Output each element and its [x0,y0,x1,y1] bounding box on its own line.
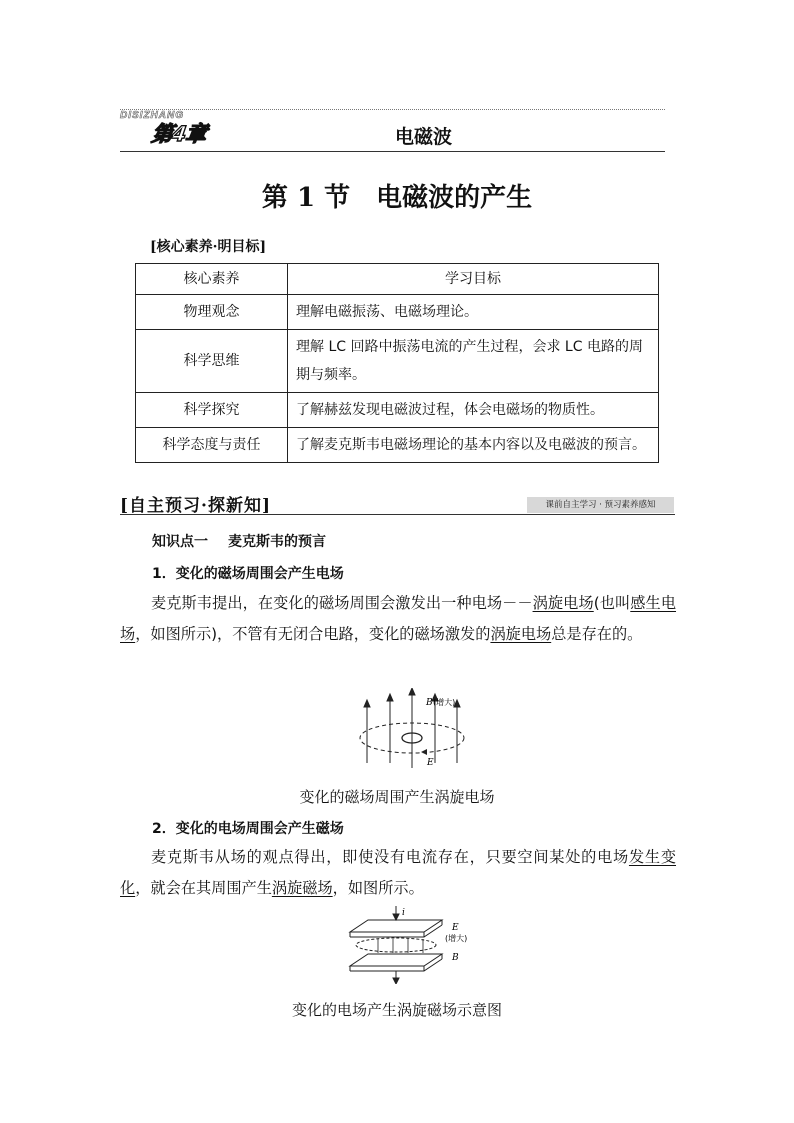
figure-label-increase: (增大) [433,698,456,707]
chapter-number: 第4章 [150,122,208,146]
text-run: 麦克斯韦提出，在变化的磁场周围会激发出一种电场－－ [151,594,533,612]
section-name: 电磁波的产生 [376,183,533,213]
underlined-term: 涡旋电场 [490,625,552,643]
text-run: ，如图所示。 [332,879,424,897]
table-header-literacy: 核心素养 [136,264,288,295]
preview-banner-title: [自主预习·探新知] [120,496,272,516]
goal-cell: 了解赫兹发现电磁波过程，体会电磁场的物质性。 [288,393,659,428]
electric-field-figure [348,906,480,984]
literacy-cell: 科学思维 [136,330,288,393]
chapter-en-label: DISIZHANG [120,110,184,121]
core-literacy-table [135,263,659,463]
table-row [136,295,659,330]
figure-label-b: B [452,953,459,963]
table-row [136,393,659,428]
knowledge-point-title: 麦克斯韦的预言 [228,534,326,550]
figure-label-e: E [452,923,459,933]
subsection-2-paragraph [120,842,676,904]
table-row [136,330,659,393]
magnetic-field-figure [355,688,465,773]
text-run: (也叫 [593,594,631,612]
knowledge-point-label: 知识点一 [152,534,208,550]
figure-label-e: E [427,758,434,768]
text-run: 总是存在的。 [551,625,643,643]
text-run: ，就会在其周围产生 [135,879,272,897]
banner-rule [120,514,675,515]
knowledge-point-heading [152,531,326,551]
table-header-goal: 学习目标 [288,264,659,295]
literacy-cell: 物理观念 [136,295,288,330]
underlined-term: 发生变化 [120,848,677,897]
goal-cell: 了解麦克斯韦电磁场理论的基本内容以及电磁波的预言。 [288,428,659,463]
underlined-term: 涡旋磁场 [271,879,333,897]
subsection-2-title: 2．变化的电场周围会产生磁场 [152,821,344,837]
figure-label-increase: (增大) [445,934,468,943]
figure-label-b: B [426,698,433,708]
section-title [0,177,794,214]
literacy-cell: 科学探究 [136,393,288,428]
header-rule [120,151,665,152]
goal-cell: 理解电磁振荡、电磁场理论。 [288,295,659,330]
underlined-term: 感生电场 [120,594,677,643]
subsection-1-paragraph [120,588,676,650]
subsection-1-title: 1．变化的磁场周围会产生电场 [152,566,344,582]
figure-2-caption: 变化的电场产生涡旋磁场示意图 [291,1001,502,1019]
chapter-title: 电磁波 [395,126,453,148]
literacy-cell: 科学态度与责任 [136,428,288,463]
header-dotted-rule [120,109,665,110]
section-number: 第 1 节 [261,183,351,213]
text-run: 麦克斯韦从场的观点得出，即使没有电流存在，只要空间某处的电场 [151,848,629,866]
core-literacy-tag: [核心素养·明目标] [150,239,267,255]
text-run: ，如图所示)，不管有无闭合电路，变化的磁场激发的 [135,625,491,643]
goal-cell: 理解 LC 回路中振荡电流的产生过程，会求 LC 电路的周期与频率。 [288,330,659,393]
preview-badge: 课前自主学习 · 预习素养感知 [527,497,674,513]
figure-1-caption: 变化的磁场周围产生涡旋电场 [299,788,495,806]
table-row [136,428,659,463]
table-header-row [136,264,659,295]
underlined-term: 涡旋电场 [532,594,594,612]
figure-label-i: i [402,908,405,918]
